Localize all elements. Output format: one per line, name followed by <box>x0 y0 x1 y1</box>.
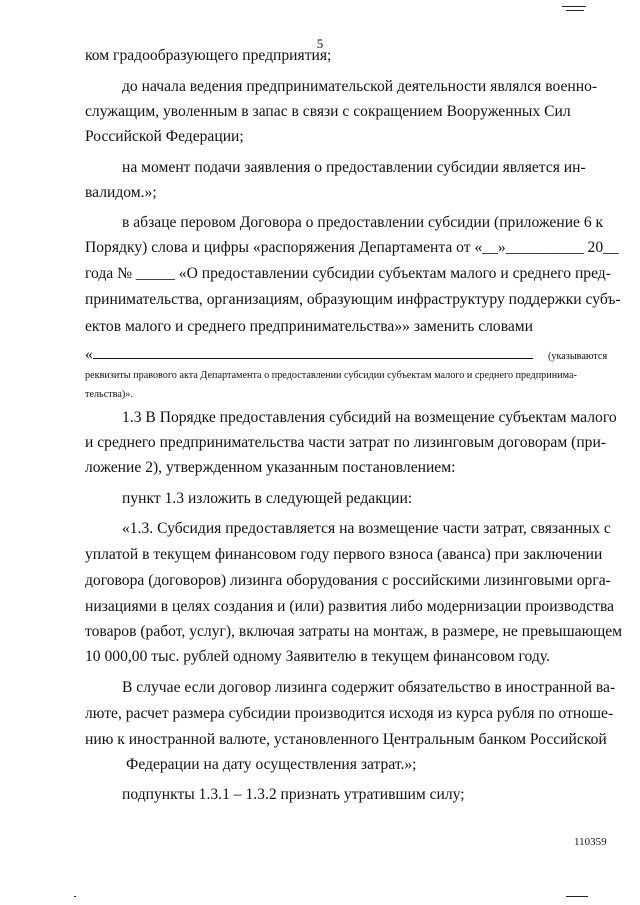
text-line: служащим, уволенным в запас в связи с сокращением Вооруженных Сил <box>85 103 571 120</box>
corner-mark-top <box>562 6 586 7</box>
text-line: подпункты 1.3.1 – 1.3.2 признать утратившим силу; <box>122 786 465 803</box>
text-line: «1.3. Субсидия предоставляется на возмещение части затрат, связанных с <box>122 520 611 537</box>
text-line: 1.3 В Порядке предоставления субсидий на возмещение субъектам малого <box>122 409 617 426</box>
text-line: низациями в целях создания и (или) развития либо модернизации производства <box>85 598 615 615</box>
text-line: до начала ведения предпринимательской деятельности являлся военно- <box>122 78 598 95</box>
text-line-small: реквизиты правового акта Департамента о предоставлении субсидии субъектам малого и среднего предпринима- <box>85 370 577 381</box>
text-line: ком градообразующего предприятия; <box>85 47 332 64</box>
text-line-small: тельства)». <box>85 389 133 400</box>
text-line: товаров (работ, услуг), включая затраты на монтаж, в размере, не превышающем <box>85 623 623 640</box>
corner-mark-top-2 <box>566 10 584 11</box>
page-number: 5 <box>316 36 324 51</box>
text-line: на момент подачи заявления о предоставлении субсидии является ин- <box>122 159 586 176</box>
text-line: в абзаце перовом Договора о предоставлении субсидии (приложение 6 к <box>122 214 604 231</box>
text-line: ектов малого и среднего предпринимательства»» заменить словами <box>85 318 533 335</box>
text-line: Порядку) слова и цифры «распоряжения Департамента от «__»__________ 20__ <box>85 239 619 256</box>
text-line-small: (указываются <box>548 351 608 362</box>
text-line: Федерации на дату осуществления затрат.»; <box>126 756 417 773</box>
text-line: люте, расчет размера субсидии производится исходя из курса рубля по отноше- <box>85 705 614 722</box>
text-line: года № _____ «О предоставлении субсидии субъектам малого и среднего пред- <box>85 265 611 282</box>
text-line: договора (договоров) лизинга оборудования с российскими лизинговыми орга- <box>85 572 611 589</box>
blank-underline <box>93 346 533 359</box>
text-line: 10 000,00 тыс. рублей одному Заявителю в текущем финансовом году. <box>85 648 550 665</box>
text-line: пункт 1.3 изложить в следующей редакции: <box>122 490 413 507</box>
text-line: валидом.»; <box>85 184 157 201</box>
open-quote: « <box>85 346 93 363</box>
text-line: принимательства, организациям, образующим инфраструктуру поддержки субъ- <box>85 291 621 308</box>
text-line: Российской Федерации; <box>85 128 244 145</box>
text-line: уплатой в текущем финансовом году первого взноса (аванса) при заключении <box>85 546 603 563</box>
text-line: ложение 2), утвержденном указанным постановлением: <box>85 459 456 476</box>
blank-requisites-line <box>85 346 612 364</box>
corner-mark-bottom <box>566 896 588 897</box>
text-line: В случае если договор лизинга содержит обязательство в иностранной ва- <box>122 679 616 696</box>
corner-dot-bottom-left <box>74 896 76 897</box>
document-code: 110359 <box>574 836 607 848</box>
text-line: нию к иностранной валюте, установленного Центральным банком Российской <box>85 731 607 748</box>
text-line: и среднего предпринимательства части затрат по лизинговым договорам (при- <box>85 434 606 451</box>
